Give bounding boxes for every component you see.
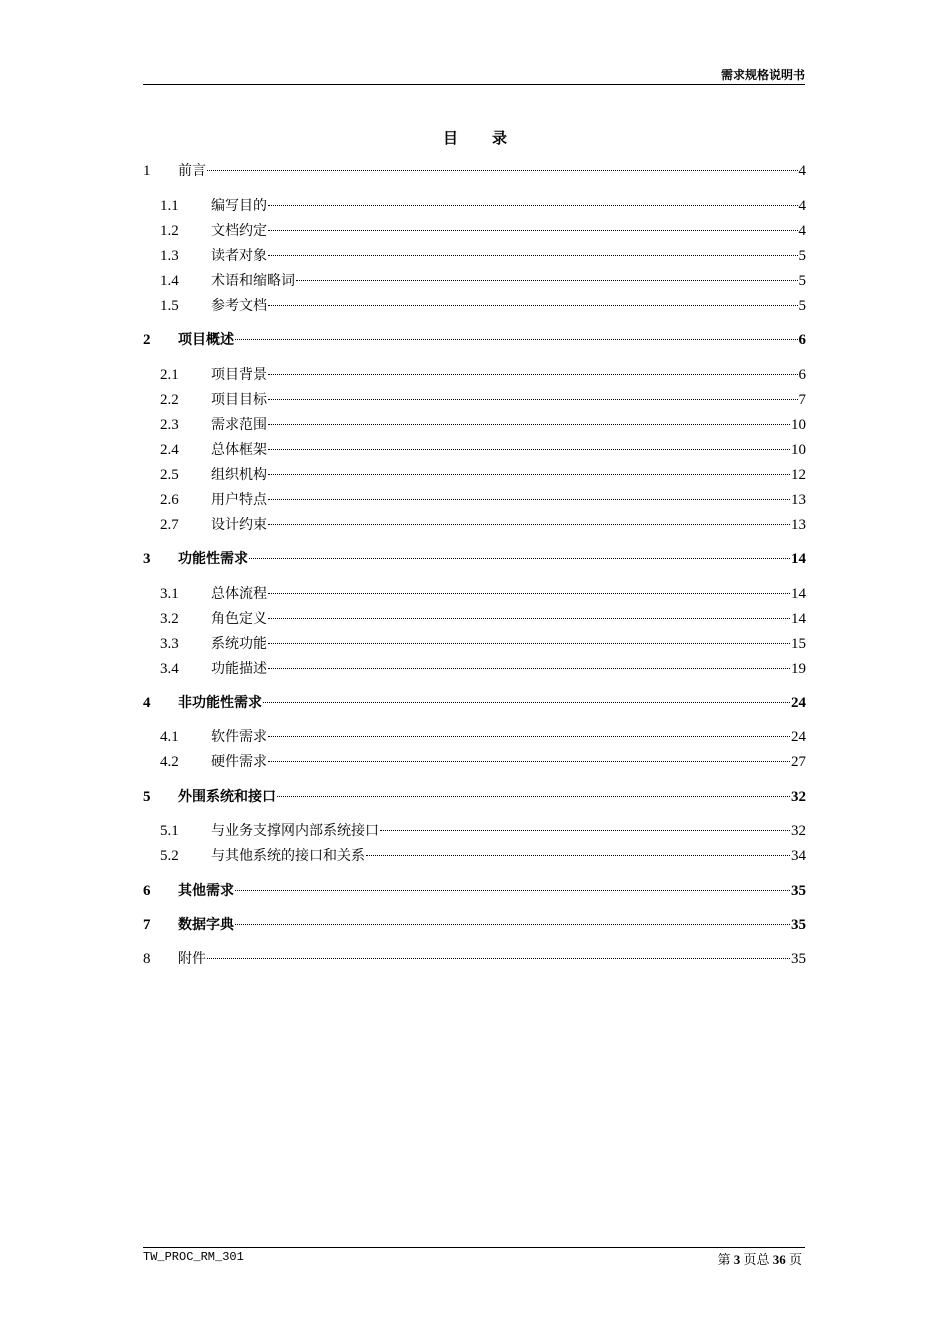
toc-dot-leader (268, 399, 798, 400)
toc-entry[interactable] (143, 948, 806, 970)
toc-entry-number: 1 (143, 163, 151, 179)
toc-entry[interactable] (143, 548, 806, 570)
toc-entry-page: 10 (791, 442, 806, 458)
toc-entry-number: 5 (143, 789, 151, 805)
toc-entry-title: 其他需求 (178, 883, 234, 899)
toc-entry-title: 附件 (178, 951, 206, 967)
toc-entry-number: 2.4 (160, 442, 179, 458)
toc-entry-page: 6 (798, 367, 806, 383)
toc-entry-page: 35 (791, 951, 806, 967)
toc-entry-page: 35 (791, 883, 806, 899)
toc-entry-title: 项目概述 (178, 332, 234, 348)
toc-entry-number: 7 (143, 917, 151, 933)
toc-entry-number: 5.2 (160, 848, 179, 864)
toc-entry[interactable] (143, 160, 806, 182)
toc-entry-page: 10 (791, 417, 806, 433)
toc-entry-page: 32 (791, 789, 806, 805)
toc-dot-leader (268, 736, 790, 737)
toc-dot-leader (380, 830, 790, 831)
toc-entry-page: 5 (798, 298, 806, 314)
toc-entry-number: 3.3 (160, 636, 179, 652)
toc-entry-page: 7 (798, 392, 806, 408)
toc-entry-title: 非功能性需求 (178, 695, 262, 711)
toc-entry-number: 2.3 (160, 417, 179, 433)
toc-entry[interactable] (143, 658, 806, 680)
toc-entry-title: 参考文档 (211, 298, 267, 314)
toc-entry[interactable] (143, 439, 806, 461)
toc-dot-leader (268, 255, 798, 256)
toc-dot-leader (277, 796, 790, 797)
toc-entry[interactable] (143, 633, 806, 655)
toc-entry-title: 项目背景 (211, 367, 267, 383)
page-header (143, 66, 805, 85)
toc-entry-page: 5 (798, 248, 806, 264)
toc-entry[interactable] (143, 583, 806, 605)
toc-entry[interactable] (143, 295, 806, 317)
toc-heading-right: 录 (492, 129, 508, 147)
toc-entry-title: 系统功能 (211, 636, 267, 652)
toc-entry[interactable] (143, 489, 806, 511)
toc-entry-page: 6 (798, 332, 806, 348)
toc-entry-title: 组织机构 (211, 467, 267, 483)
toc-entry-page: 14 (791, 586, 806, 602)
toc-entry-page: 19 (791, 661, 806, 677)
toc-entry-title: 总体框架 (211, 442, 267, 458)
toc-entry-number: 2.7 (160, 517, 179, 533)
toc-entry-number: 1.3 (160, 248, 179, 264)
toc-entry-title: 项目目标 (211, 392, 267, 408)
toc-entry-title: 与其他系统的接口和关系 (211, 848, 365, 864)
toc-entry[interactable] (143, 514, 806, 536)
toc-entry[interactable] (143, 608, 806, 630)
toc-entry-number: 4.1 (160, 729, 179, 745)
page-number: 第 3 页总 36 页 (717, 1252, 802, 1267)
toc-dot-leader (268, 643, 790, 644)
toc-entry-number: 1.1 (160, 198, 179, 214)
toc-entry-title: 角色定义 (211, 611, 267, 627)
toc-entry-title: 术语和缩略词 (211, 273, 295, 289)
toc-dot-leader (268, 474, 790, 475)
toc-entry-number: 1.2 (160, 223, 179, 239)
toc-entry-number: 3.4 (160, 661, 179, 677)
toc-entry-page: 14 (791, 551, 806, 567)
toc-entry-number: 1.4 (160, 273, 179, 289)
toc-dot-leader (207, 958, 790, 959)
toc-entry-page: 4 (798, 223, 806, 239)
toc-entry-page: 4 (798, 163, 806, 179)
toc-dot-leader (235, 339, 798, 340)
toc-entry-page: 24 (791, 695, 806, 711)
toc-entry-title: 数据字典 (178, 917, 234, 933)
page-footer (143, 1247, 805, 1268)
toc-entry[interactable] (143, 414, 806, 436)
toc-entry-title: 文档约定 (211, 223, 267, 239)
toc-entry-page: 32 (791, 823, 806, 839)
toc-entry-page: 35 (791, 917, 806, 933)
toc-entry[interactable] (143, 845, 806, 867)
toc-entry-number: 2.2 (160, 392, 179, 408)
toc-entry-number: 2 (143, 332, 151, 348)
toc-entry-page: 4 (798, 198, 806, 214)
toc-entry-number: 1.5 (160, 298, 179, 314)
toc-entry[interactable] (143, 389, 806, 411)
toc-entry[interactable] (143, 880, 806, 902)
toc-entry[interactable] (143, 364, 806, 386)
toc-entry[interactable] (143, 726, 806, 748)
toc-entry-page: 12 (791, 467, 806, 483)
toc-heading (0, 127, 950, 148)
toc-entry-number: 2.5 (160, 467, 179, 483)
toc-entry-title: 外围系统和接口 (178, 789, 276, 805)
document-id: TW_PROC_RM_301 (143, 1250, 244, 1264)
toc-entry-number: 4 (143, 695, 151, 711)
toc-entry-page: 14 (791, 611, 806, 627)
toc-entry-title: 编写目的 (211, 198, 267, 214)
toc-dot-leader (268, 593, 790, 594)
document-title: 需求规格说明书 (720, 68, 805, 82)
toc-dot-leader (296, 280, 798, 281)
toc-dot-leader (268, 230, 798, 231)
toc-dot-leader (268, 668, 790, 669)
toc-entry-number: 6 (143, 883, 151, 899)
toc-dot-leader (268, 424, 790, 425)
toc-dot-leader (207, 170, 798, 171)
toc-dot-leader (235, 924, 790, 925)
toc-entry-page: 24 (791, 729, 806, 745)
toc-entry-title: 读者对象 (211, 248, 267, 264)
toc-dot-leader (268, 499, 790, 500)
toc-entry[interactable] (143, 245, 806, 267)
toc-entry-number: 3.1 (160, 586, 179, 602)
toc-dot-leader (268, 449, 790, 450)
toc-entry[interactable] (143, 786, 806, 808)
toc-dot-leader (268, 524, 790, 525)
toc-dot-leader (268, 374, 798, 375)
toc-entry-title: 功能性需求 (178, 551, 248, 567)
toc-dot-leader (249, 558, 790, 559)
toc-entry-number: 4.2 (160, 754, 179, 770)
toc-dot-leader (235, 890, 790, 891)
toc-entry-title: 硬件需求 (211, 754, 267, 770)
toc-entry[interactable] (143, 270, 806, 292)
toc-entry[interactable] (143, 692, 806, 714)
toc-entry-title: 前言 (178, 163, 206, 179)
toc-entry-number: 3.2 (160, 611, 179, 627)
toc-dot-leader (263, 702, 790, 703)
toc-entry-title: 设计约束 (211, 517, 267, 533)
toc-dot-leader (268, 205, 798, 206)
toc-entry[interactable] (143, 914, 806, 936)
toc-dot-leader (268, 305, 798, 306)
toc-entry-number: 5.1 (160, 823, 179, 839)
toc-entry[interactable] (143, 220, 806, 242)
toc-entry[interactable] (143, 329, 806, 351)
toc-entry-number: 2.1 (160, 367, 179, 383)
toc-entry-title: 用户特点 (211, 492, 267, 508)
toc-heading-left: 目 (442, 129, 458, 147)
toc-dot-leader (366, 855, 790, 856)
toc-entry-page: 15 (791, 636, 806, 652)
toc-entry-number: 3 (143, 551, 151, 567)
toc-entry-page: 27 (791, 754, 806, 770)
toc-entry-page: 5 (798, 273, 806, 289)
toc-entry[interactable] (143, 195, 806, 217)
toc-entry-number: 8 (143, 951, 151, 967)
toc-entry-title: 与业务支撑网内部系统接口 (211, 823, 379, 839)
toc-dot-leader (268, 761, 790, 762)
toc-dot-leader (268, 618, 790, 619)
toc-entry-title: 总体流程 (211, 586, 267, 602)
toc-entry-number: 2.6 (160, 492, 179, 508)
toc-entry[interactable] (143, 751, 806, 773)
toc-entry-page: 34 (791, 848, 806, 864)
toc-entry-title: 功能描述 (211, 661, 267, 677)
toc-entry-title: 软件需求 (211, 729, 267, 745)
toc-entry-page: 13 (791, 492, 806, 508)
toc-entry-page: 13 (791, 517, 806, 533)
toc-entry[interactable] (143, 464, 806, 486)
toc-entry-title: 需求范围 (211, 417, 267, 433)
toc-entry[interactable] (143, 820, 806, 842)
